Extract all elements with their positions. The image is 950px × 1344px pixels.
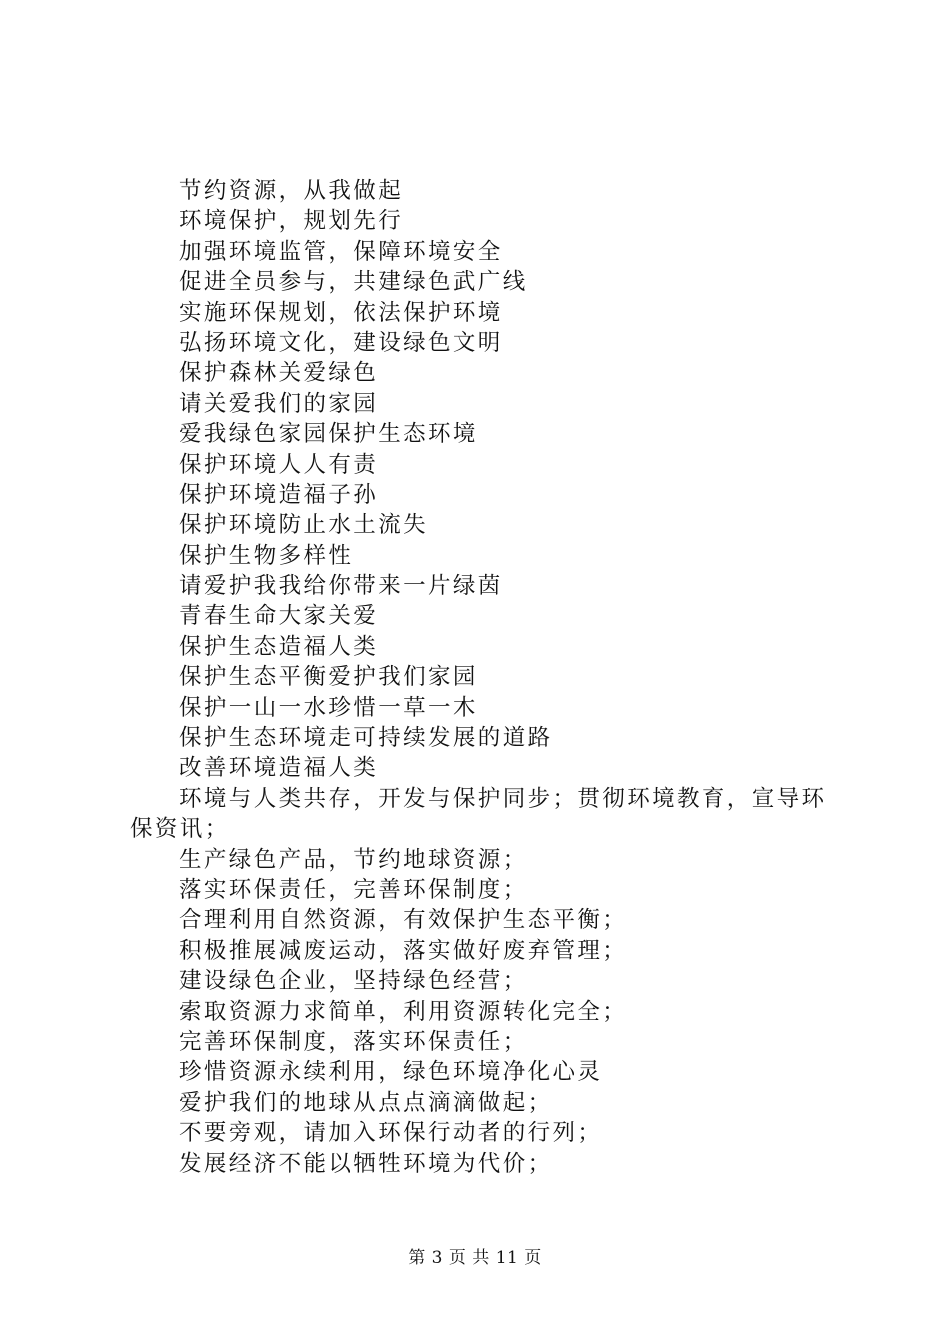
text-line: 加强环境监管，保障环境安全 xyxy=(179,238,503,265)
text-line: 保护生物多样性 xyxy=(179,542,354,569)
document-body xyxy=(130,176,835,1179)
text-line: 不要旁观，请加入环保行动者的行列； xyxy=(179,1120,603,1147)
text-line: 合理利用自然资源，有效保护生态平衡； xyxy=(179,907,628,934)
text-line: 实施环保规划，依法保护环境 xyxy=(179,299,503,326)
text-line: 改善环境造福人类 xyxy=(179,755,379,782)
text-line: 爱我绿色家园保护生态环境 xyxy=(179,421,478,448)
text-line: 节约资源，从我做起 xyxy=(179,178,404,204)
text-line: 发展经济不能以牺牲环境为代价； xyxy=(179,1150,553,1177)
text-line: 落实环保责任，完善环保制度； xyxy=(179,877,528,904)
text-line: 保护生态造福人类 xyxy=(179,633,379,660)
text-line: 保护森林关爱绿色 xyxy=(179,360,379,387)
text-line: 保护一山一水珍惜一草一木 xyxy=(179,694,478,721)
text-line: 完善环保制度，落实环保责任； xyxy=(179,1028,528,1055)
text-line: 保护生态环境走可持续发展的道路 xyxy=(179,725,553,752)
text-line: 促进全员参与，共建绿色武广线 xyxy=(179,269,528,296)
text-line: 爱护我们的地球从点点滴滴做起； xyxy=(179,1089,553,1116)
text-line: 保护环境防止水土流失 xyxy=(179,512,429,539)
text-line: 生产绿色产品，节约地球资源； xyxy=(179,846,528,873)
text-line: 建设绿色企业，坚持绿色经营； xyxy=(179,968,528,995)
text-line: 环境保护，规划先行 xyxy=(179,208,404,235)
text-line: 保护环境造福子孙 xyxy=(179,481,379,508)
text-line: 请关爱我们的家园 xyxy=(179,390,379,417)
text-line: 积极推展减废运动，落实做好废弃管理； xyxy=(179,937,628,964)
text-line: 珍惜资源永续利用，绿色环境净化心灵 xyxy=(179,1059,603,1086)
text-line: 索取资源力求简单，利用资源转化完全； xyxy=(179,998,628,1025)
text-line: 保护环境人人有责 xyxy=(179,451,379,478)
text-line: 保护生态平衡爱护我们家园 xyxy=(179,664,478,691)
page-number-footer: 第 3 页 共 11 页 xyxy=(408,1248,542,1268)
text-line: 弘扬环境文化，建设绿色文明 xyxy=(179,329,503,356)
text-line: 青春生命大家关爱 xyxy=(179,603,379,630)
text-paragraph: 环境与人类共存，开发与保护同步；贯彻环境教育，宣导环保资讯； xyxy=(130,785,827,843)
text-line: 请爱护我我给你带来一片绿茵 xyxy=(179,573,503,600)
